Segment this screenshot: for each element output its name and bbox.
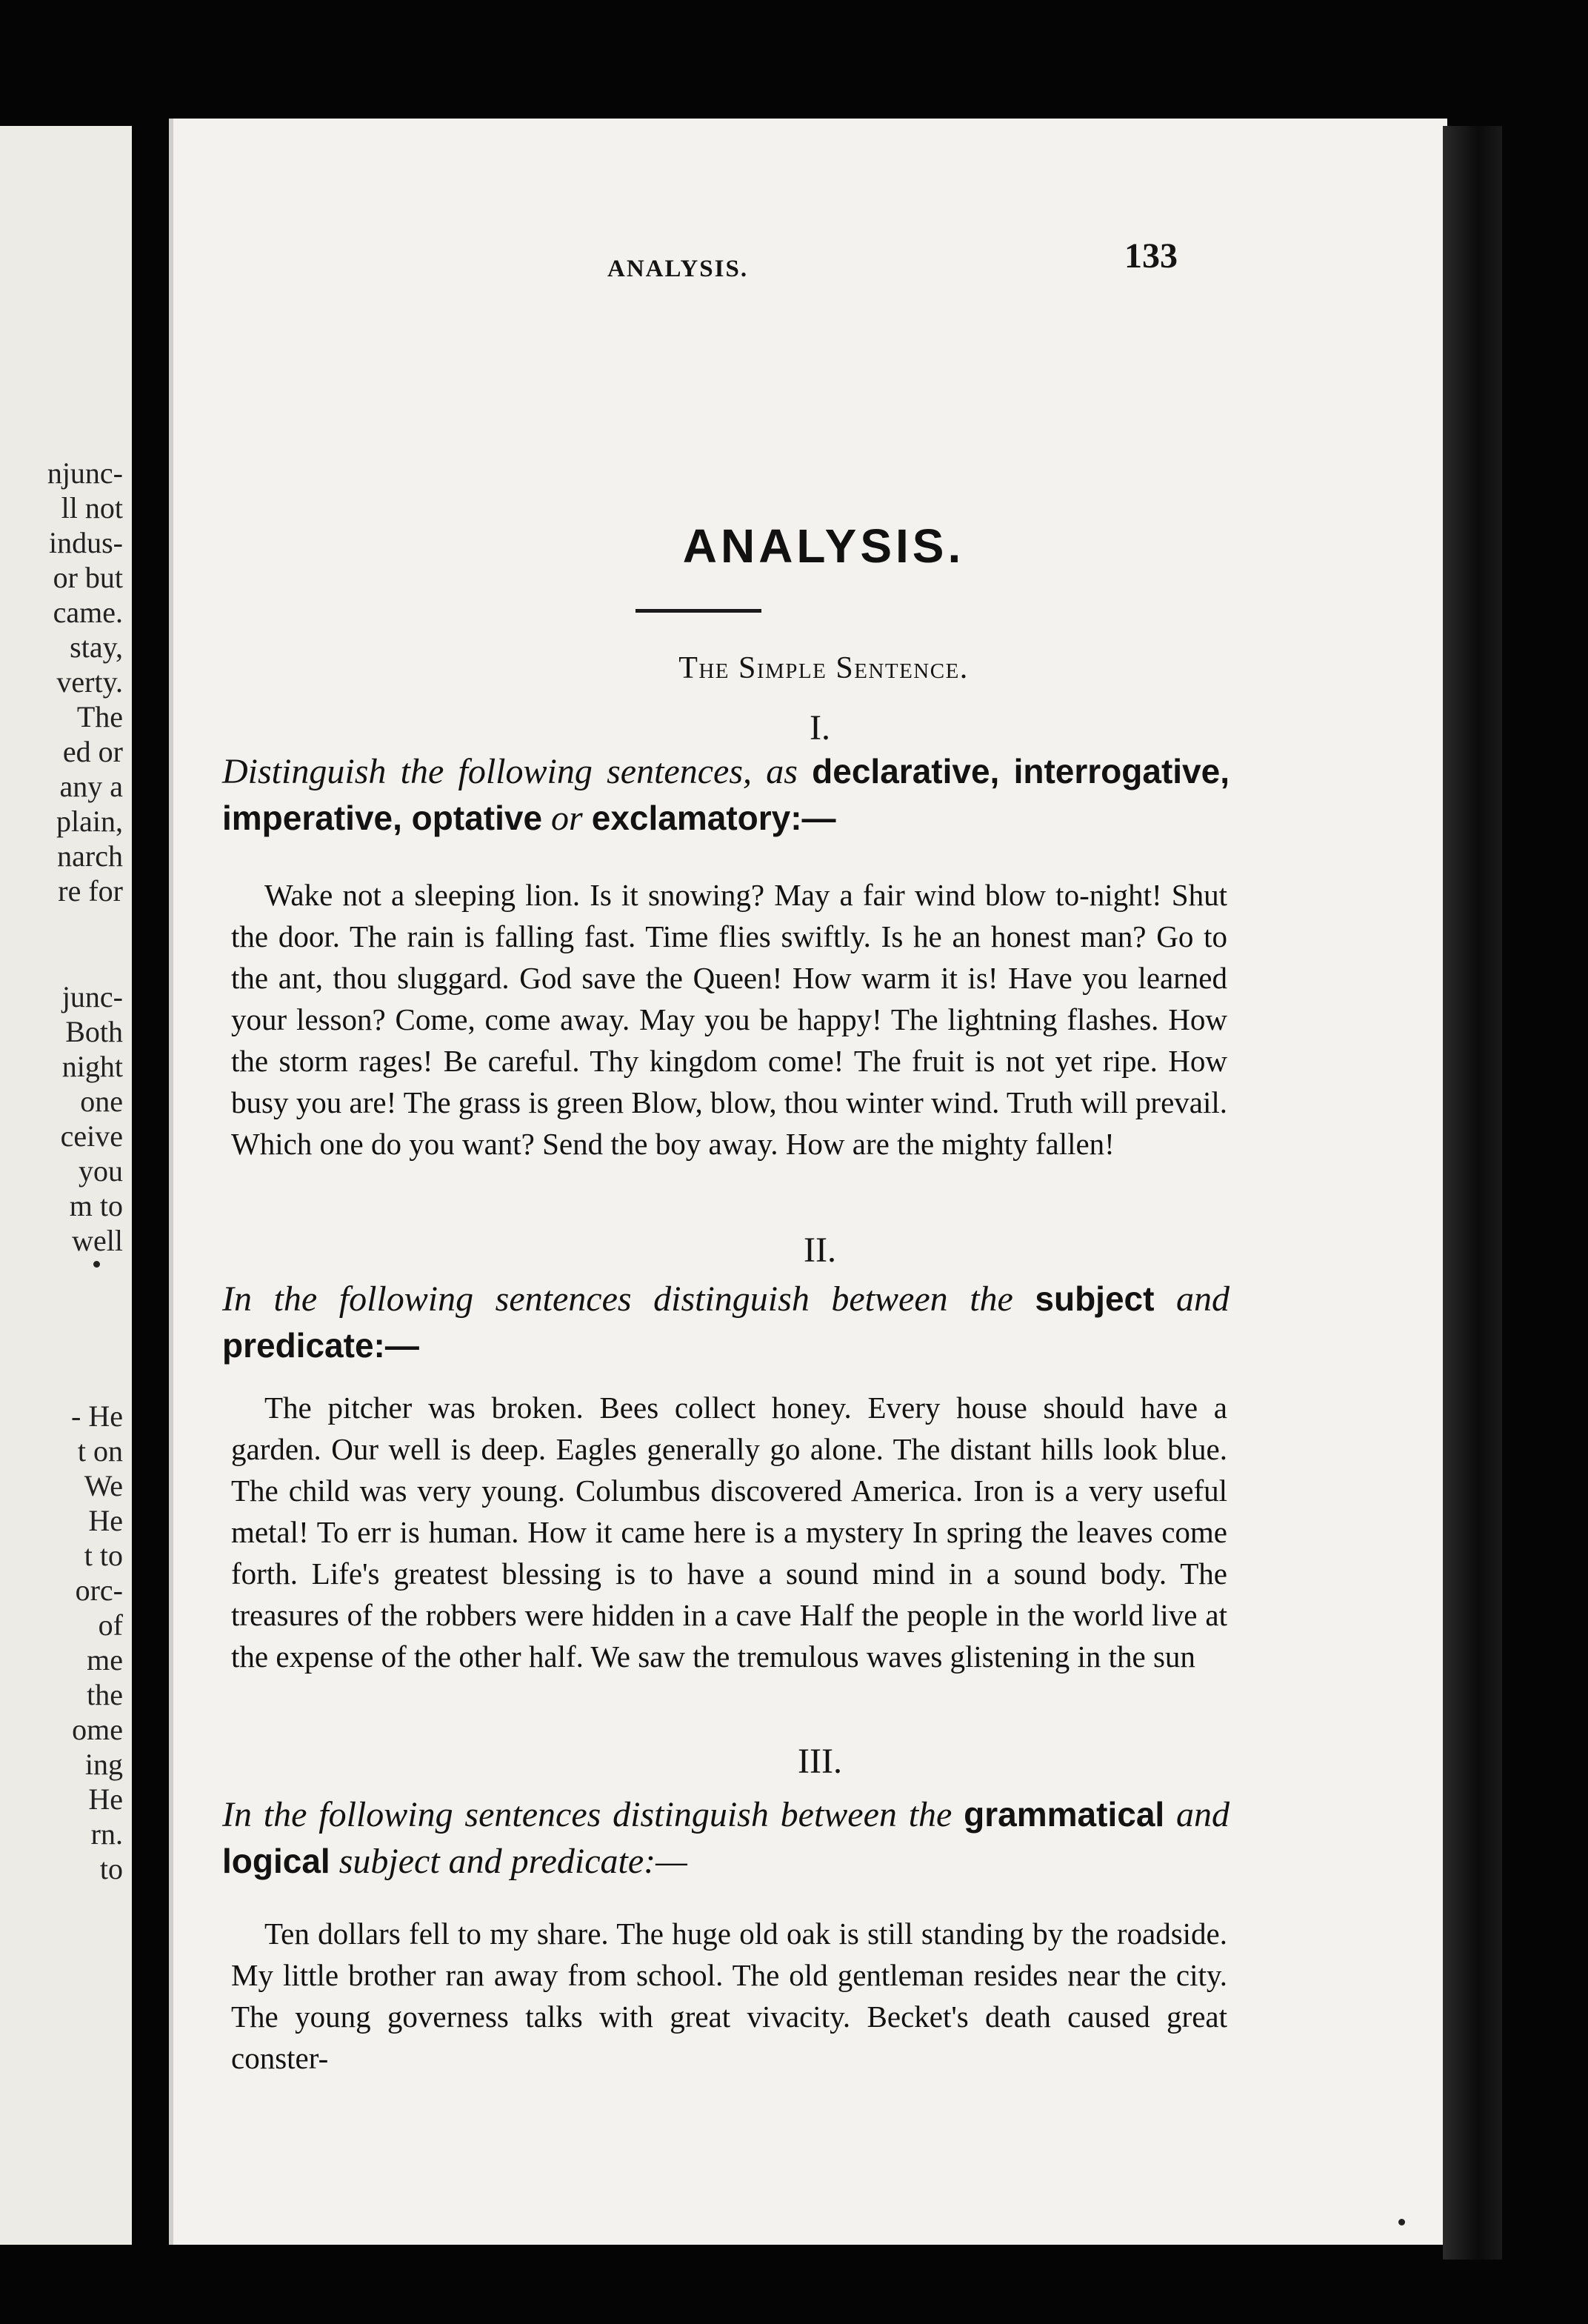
left-page-fragment: indus- (49, 526, 123, 559)
left-page (0, 126, 132, 2245)
left-page-fragment: the (87, 1678, 123, 1711)
instruction-lead: In the following sentences distinguish between the (222, 1279, 1013, 1319)
instruction-lead: In the following sentences distinguish between the (222, 1795, 953, 1834)
left-page-fragment: any a (59, 770, 123, 803)
title-rule (635, 609, 761, 613)
section-instruction-1 (222, 748, 1230, 842)
left-page-fragment: ing (84, 1748, 123, 1781)
left-page-fragment: or but (53, 561, 123, 594)
section-numeral-2: II. (804, 1231, 836, 1270)
section-numeral-3: III. (798, 1742, 842, 1781)
left-page-fragment: came. (53, 596, 123, 629)
exercise-text-2: The pitcher was broken. Bees collect honey. Every house should have a garden. Our well is deep. Eagles generally go alone. The distant hills look blue. The child was very young. Columbus discovered America. Iron is a very useful metal! To err is human. How it came here is a mystery In spring the leaves come forth. Life's greatest blessing is to have a sound mind in a sound body. The treasures of the robbers were hidden in a cave Half the people in the world live at the expense of the other half. We saw the tremulous waves glistening in the sun (231, 1391, 1227, 1674)
left-page-fragment: ll not (61, 491, 123, 525)
instruction-term: subject (1035, 1279, 1155, 1318)
instruction-connector: and (1176, 1279, 1230, 1319)
left-page-fragment: well (72, 1224, 123, 1257)
instruction-term: declarative, (812, 752, 1000, 790)
left-page-fragment: The (76, 700, 123, 733)
left-page-fragment: stay, (70, 630, 123, 664)
fragment-gap (47, 908, 123, 979)
left-page-fragment: t to (84, 1539, 123, 1572)
instruction-term: exclamatory:— (591, 799, 836, 837)
left-page-fragment: verty. (56, 665, 123, 699)
left-page-fragment: re for (58, 874, 123, 908)
left-page-fragment: one (80, 1085, 123, 1118)
left-page-fragment: plain, (56, 805, 123, 838)
instruction-lead: Distinguish the following sentences, as (222, 752, 798, 791)
left-page-fragment: m to (69, 1189, 123, 1222)
running-head: ANALYSIS. (607, 256, 749, 282)
left-page-fragment: ome (72, 1713, 123, 1746)
instruction-term: logical (222, 1842, 330, 1880)
page-edge (1443, 126, 1502, 2260)
exercise-text-1: Wake not a sleeping lion. Is it snowing? May a fair wind blow to-night! Shut the door. The rain is falling fast. Time flies swiftly. Is he an honest man? Go to the ant, thou sluggard. God save the Queen! How warm it is! Have you learned your lesson? Come, come away. May you be happy! The lightning flashes. How the storm rages! Be careful. Thy kingdom come! The fruit is not yet ripe. How busy you are! The grass is green Blow, blow, thou winter wind. Truth will prevail. Which one do you want? Send the boy away. How are the mighty fallen! (231, 878, 1227, 1161)
left-page-fragment: njunc- (47, 456, 123, 490)
left-page-fragment: We (84, 1469, 123, 1502)
left-page-fragment: t on (77, 1434, 123, 1468)
section-numeral-1: I. (810, 708, 830, 748)
ink-speck (93, 1261, 100, 1268)
instruction-term: grammatical (964, 1795, 1165, 1834)
left-page-fragment: me (87, 1643, 123, 1677)
instruction-tail: subject and predicate:— (338, 1842, 687, 1881)
left-page-fragment: junc- (61, 980, 123, 1013)
left-page-fragment: He (88, 1504, 123, 1537)
left-page-fragment: ed or (62, 735, 123, 768)
left-page-fragment: night (61, 1050, 123, 1083)
left-page-fragment: Both (65, 1015, 123, 1048)
page-title: ANALYSIS. (682, 519, 965, 573)
left-page-fragment: - He (71, 1399, 123, 1433)
left-page-fragment: to (99, 1852, 123, 1885)
left-page-fragment: orc- (75, 1574, 123, 1607)
instruction-term: predicate:— (222, 1326, 419, 1365)
left-page-fragment: narch (57, 839, 123, 873)
section-instruction-3 (222, 1791, 1230, 1885)
page-number: 133 (1124, 236, 1178, 276)
section-subtitle: The Simple Sentence. (678, 651, 969, 685)
ink-speck (1398, 2219, 1405, 2225)
left-page-fragment: He (88, 1782, 123, 1816)
left-page-fragment: you (79, 1154, 123, 1188)
left-page-fragment: of (98, 1608, 123, 1642)
exercise-text-3: Ten dollars fell to my share. The huge old oak is still standing by the roadside. My little brother ran away from school. The old gentleman resides near the city. The young governess talks with great vivacity. Becket's death caused great conster- (231, 1917, 1227, 2075)
fragment-gap (47, 1258, 123, 1399)
left-page-fragment: rn. (90, 1817, 123, 1851)
instruction-term: interrogative, imperative, optative (222, 752, 1230, 837)
section-instruction-2 (222, 1276, 1230, 1369)
instruction-connector: and (1176, 1795, 1230, 1834)
left-page-fragment: ceive (60, 1119, 123, 1153)
instruction-connector: or (551, 799, 583, 838)
